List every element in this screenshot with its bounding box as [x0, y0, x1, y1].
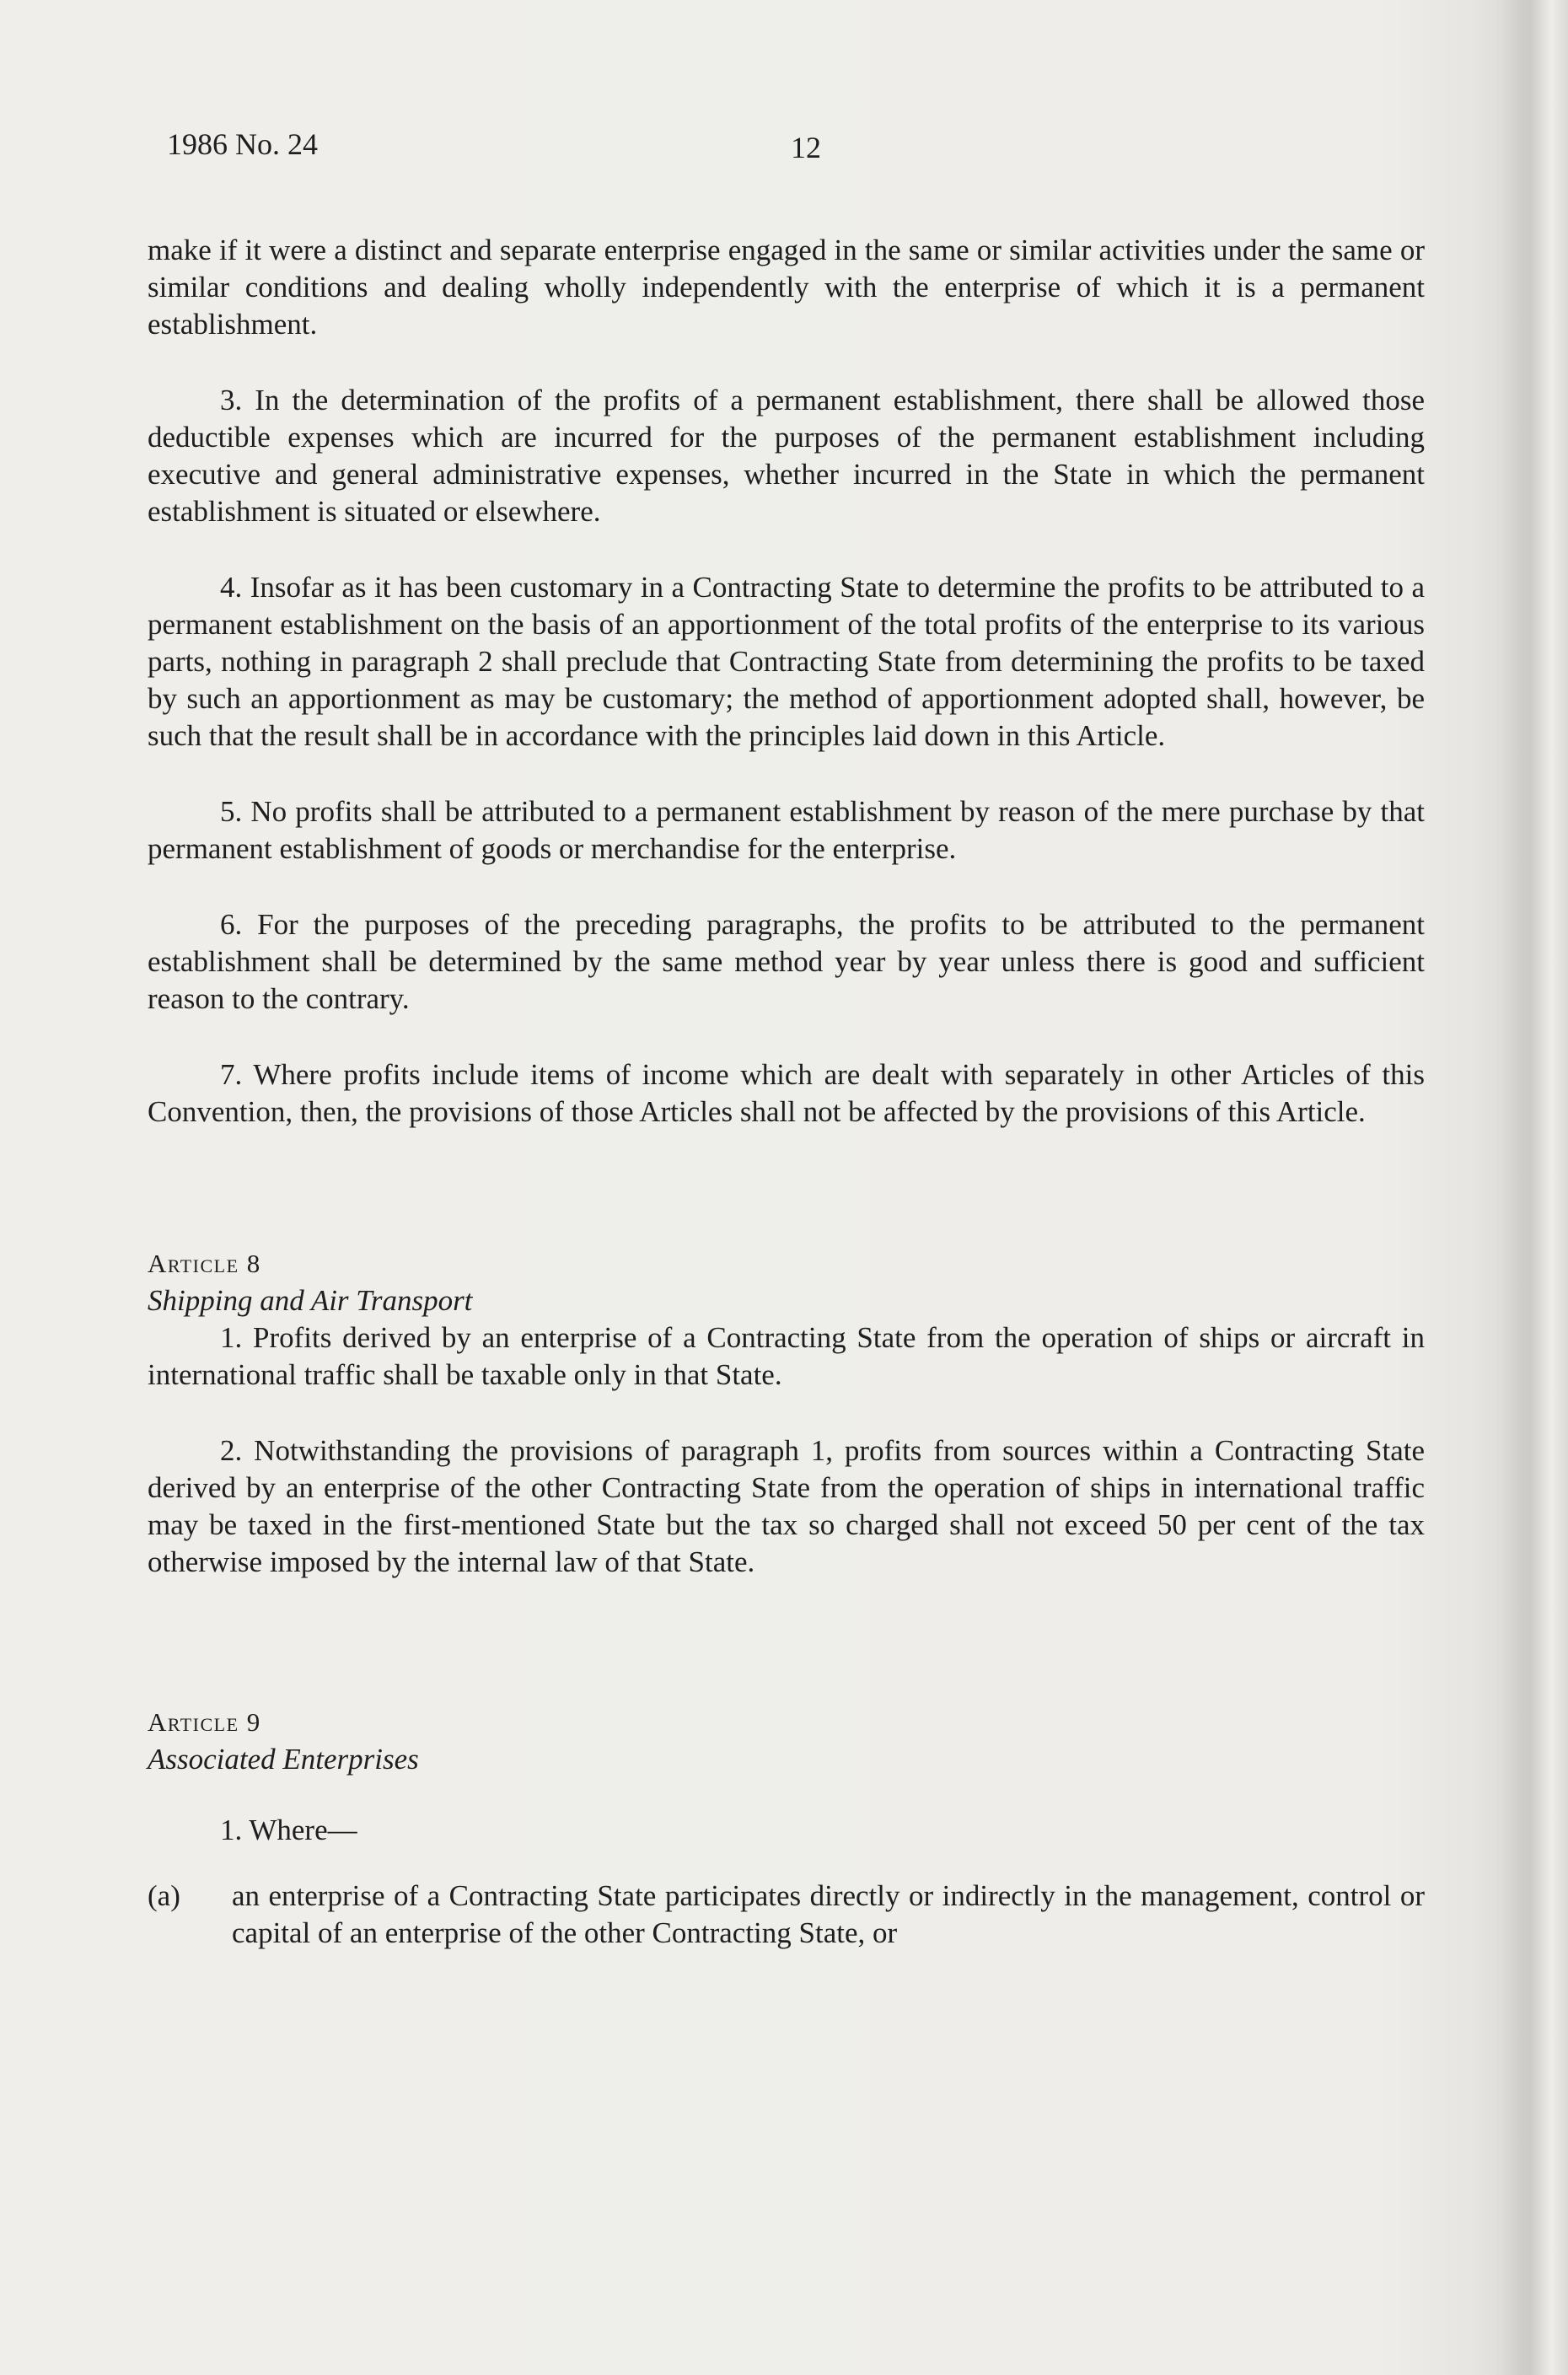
book-spine-shadow: [1501, 0, 1568, 2375]
article7-paragraph-3: 3. In the determination of the profits of a permanent establishment, there shall be allowed those deductible expenses which are incurred for the purposes of the permanent establishment including executive and general administrative expenses, whether incurred in the State in which the permanent establishment is situated or elsewhere.: [148, 384, 1425, 528]
statute-reference: 1986 No. 24: [167, 127, 318, 161]
continued-paragraph: make if it were a distinct and separate enterprise engaged in the same or similar activities under the same or similar conditions and dealing wholly independently with the enterprise of which it is a permanent establishment.: [148, 234, 1425, 341]
spacer: [148, 1169, 1425, 1245]
article8-heading: Article 8: [148, 1249, 261, 1278]
page-header: [167, 126, 1431, 177]
article9-paragraph-1-lead: 1. Where—: [220, 1813, 357, 1846]
article9-item-a: [148, 1878, 1425, 1952]
page-number: 12: [791, 131, 821, 164]
page-body: [148, 232, 1425, 1952]
item-label: (a): [148, 1879, 180, 1912]
article8-title: Shipping and Air Transport: [148, 1284, 473, 1317]
item-text: an enterprise of a Contracting State participates directly or indirectly in the management, control or capital of an enterprise of the other Contracting State, or: [232, 1879, 1425, 1949]
article7-paragraph-4: 4. Insofar as it has been customary in a Contracting State to determine the profits to be attributed to a permanent establishment on the basis of an apportionment of the total profits of the enterprise to its various parts, nothing in paragraph 2 shall preclude that Contracting State from determining the profits to be taxed by such an apportionment as may be customary; the method of apportionment adopted shall, however, be such that the result shall be in accordance with the principles laid down in this Article.: [148, 571, 1425, 752]
article8-paragraph-1: 1. Profits derived by an enterprise of a Contracting State from the operation of ships or aircraft in international traffic shall be taxable only in that State.: [148, 1321, 1425, 1391]
spacer: [148, 1620, 1425, 1704]
article7-paragraph-5: 5. No profits shall be attributed to a permanent establishment by reason of the mere purchase by that permanent establishment of goods or merchandise for the enterprise.: [148, 795, 1425, 865]
article7-paragraph-6: 6. For the purposes of the preceding paragraphs, the profits to be attributed to the permanent establishment shall be determined by the same method year by year unless there is good and sufficient reason to the contrary.: [148, 908, 1425, 1015]
article7-paragraph-7: 7. Where profits include items of income which are dealt with separately in other Articles of this Convention, then, the provisions of those Articles shall not be affected by the provisions of this Article.: [148, 1058, 1425, 1128]
article9-title: Associated Enterprises: [148, 1743, 419, 1776]
article8-paragraph-2: 2. Notwithstanding the provisions of paragraph 1, profits from sources within a Contracting State derived by an enterprise of the other Contracting State from the operation of ships in international traffic may be taxed in the first-mentioned State but the tax so charged shall not exceed 50 per cent of the tax otherwise imposed by the internal law of that State.: [148, 1434, 1425, 1578]
article9-heading: Article 9: [148, 1707, 261, 1737]
